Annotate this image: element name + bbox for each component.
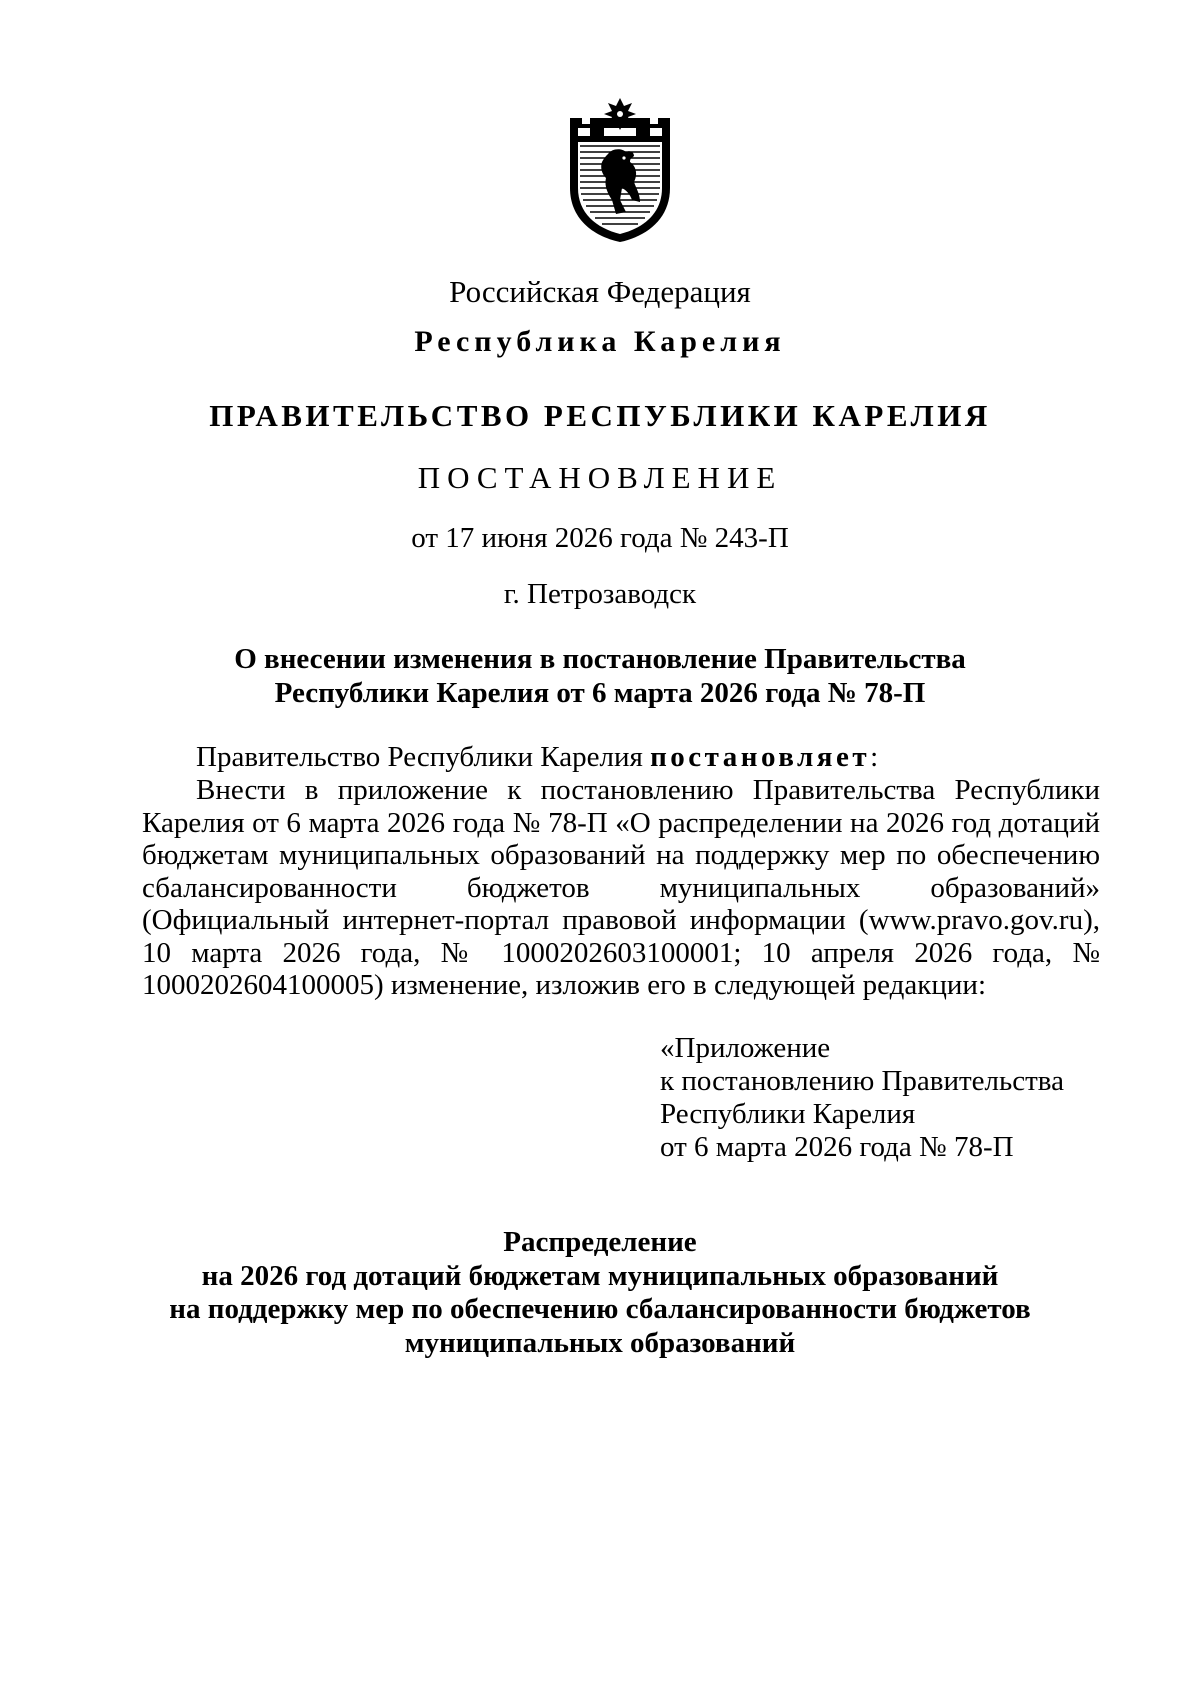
distribution-title-line: Распределение [503,1226,697,1258]
distribution-title-line: на поддержку мер по обеспечению сбалансированности бюджетов [169,1293,1031,1325]
document-title-line: Республики Карелия от 6 марта 2026 года № 78-П [274,677,926,709]
appendix-line: «Приложение [660,1032,831,1064]
document-title-line: О внесении изменения в постановление Правительства [234,643,966,675]
appendix-reference [660,1032,1100,1164]
decree-word: постановляет [650,741,871,773]
city: г. Петрозаводск [503,578,697,610]
karelia-coat-of-arms-icon [564,96,676,244]
appendix-line: от 6 марта 2026 года № 78-П [660,1131,1014,1163]
appendix-line: к постановлению Правительства [660,1065,1064,1097]
decree-suffix: : [870,741,879,773]
government-name: ПРАВИТЕЛЬСТВО РЕСПУБЛИКИ КАРЕЛИЯ [209,398,991,433]
appendix-line: Республики Карелия [660,1098,916,1130]
main-paragraph: Внести в приложение к постановлению Правительства Республики Карелия от 6 марта 2026 года № 78-П «О распределении на 2026 год дотаций бюджетам муниципальных образований на поддержку мер по обеспечению сбалансированности бюджетов муниципальных образований» (Официальный интернет-портал правовой информации (www.pravo.gov.ru), 10 марта 2026 года, № 1000202603100001; 10 апреля 2026 года, № 1000202604100005) изменение, изложив его в следующей редакции: [142,774,1100,1001]
distribution-title-line: на 2026 год дотаций бюджетам муниципальных образований [201,1259,999,1292]
distribution-title-line: муниципальных образований [404,1326,796,1359]
country-name: Российская Федерация [449,274,751,309]
document-type: ПОСТАНОВЛЕНИЕ [417,460,783,495]
date-and-number: от 17 июня 2026 года № 243-П [411,522,789,554]
republic-name: Республика Карелия [414,325,786,358]
document-title [0,642,1200,710]
decree-statement [142,741,1100,774]
distribution-title [0,1226,1200,1360]
decree-prefix: Правительство Республики Карелия [196,741,651,773]
